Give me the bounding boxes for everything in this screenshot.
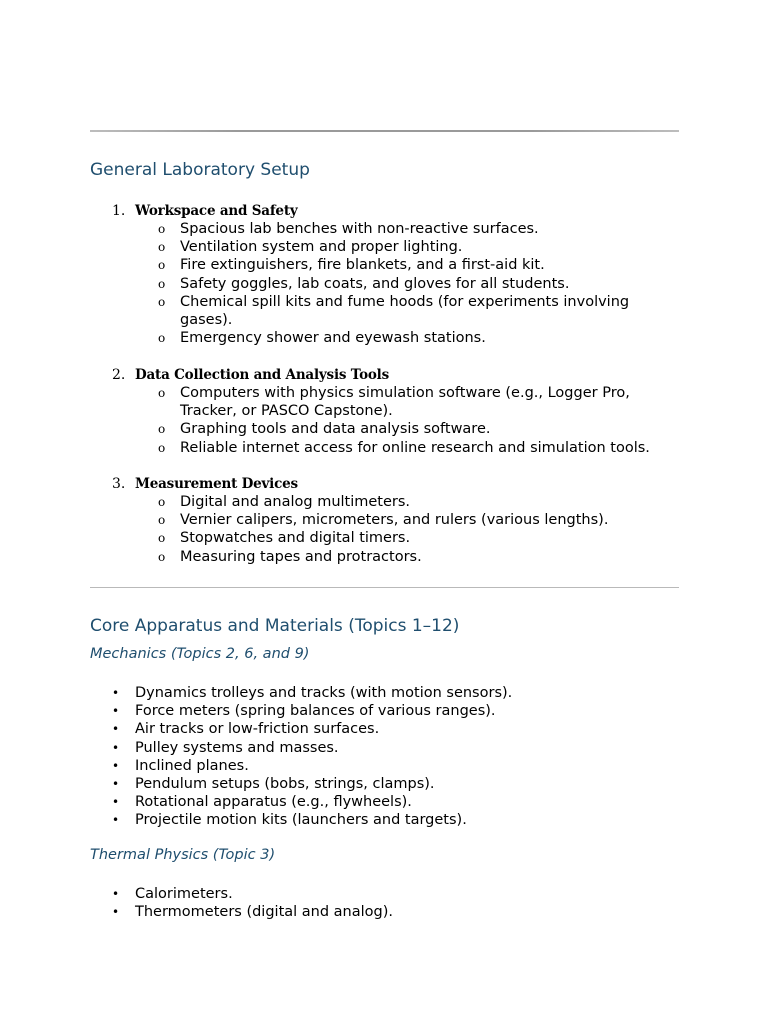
circle-bullet-icon: o xyxy=(158,386,166,400)
circle-bullet-icon: o xyxy=(158,440,166,455)
heading-thermal-physics: Thermal Physics (Topic 3) xyxy=(90,847,276,863)
list-item: o Measuring tapes and protractors. xyxy=(158,548,422,565)
list-item: o Reliable internet access for online research and simulation tools. xyxy=(158,439,650,456)
list-item: o Emergency shower and eyewash stations. xyxy=(158,330,486,347)
mechanics-list xyxy=(90,684,679,830)
list-item: o Spacious lab benches with non-reactive surfaces. xyxy=(158,221,539,237)
sub-list xyxy=(90,384,679,457)
circle-bullet-icon: o xyxy=(158,294,166,309)
list-number: 3. xyxy=(112,476,126,492)
list-item: o Safety goggles, lab coats, and gloves for all students. xyxy=(158,275,570,292)
circle-bullet-icon: o xyxy=(158,422,166,437)
sub-list xyxy=(90,493,679,566)
list-item: • Rotational apparatus (e.g., flywheels). xyxy=(112,794,412,811)
circle-bullet-icon: o xyxy=(158,240,166,255)
list-item: • Pulley systems and masses. xyxy=(112,739,339,756)
list-item: o Computers with physics simulation software (e.g., Logger Pro, Tracker, or PASCO Capstone). xyxy=(158,385,630,420)
circle-bullet-icon: o xyxy=(158,495,166,509)
list-item: o Graphing tools and data analysis software. xyxy=(158,421,491,438)
list-item-title: Workspace and Safety xyxy=(135,203,298,219)
list-item: • Dynamics trolleys and tracks (with motion sensors). xyxy=(112,685,513,701)
circle-bullet-icon: o xyxy=(158,531,166,546)
list-number: 2. xyxy=(112,367,126,383)
list-item: • Projectile motion kits (launchers and targets). xyxy=(112,812,467,829)
list-item: o Ventilation system and proper lighting. xyxy=(158,239,463,256)
list-item: o Fire extinguishers, fire blankets, and a first-aid kit. xyxy=(158,257,545,274)
heading-general-laboratory-setup: General Laboratory Setup xyxy=(90,160,310,180)
bullet-icon: • xyxy=(112,686,120,700)
bullet-icon: • xyxy=(112,722,120,737)
list-item: • Pendulum setups (bobs, strings, clamps). xyxy=(112,776,435,793)
heading-core-apparatus: Core Apparatus and Materials (Topics 1–12) xyxy=(90,616,460,636)
bullet-icon: • xyxy=(112,887,120,901)
bullet-icon: • xyxy=(112,813,120,828)
bullet-icon: • xyxy=(112,905,120,920)
circle-bullet-icon: o xyxy=(158,513,166,528)
circle-bullet-icon: o xyxy=(158,258,166,273)
list-item: o Chemical spill kits and fume hoods (for experiments involving gases). xyxy=(158,293,630,329)
thermal-list xyxy=(90,885,679,921)
heading-mechanics: Mechanics (Topics 2, 6, and 9) xyxy=(90,646,310,662)
list-item: • Force meters (spring balances of various ranges). xyxy=(112,703,496,720)
list-item: o Digital and analog multimeters. xyxy=(158,494,411,510)
circle-bullet-icon: o xyxy=(158,549,166,564)
list-item: o Stopwatches and digital timers. xyxy=(158,530,411,547)
list-item: • Air tracks or low-friction surfaces. xyxy=(112,721,380,738)
sub-list xyxy=(90,220,679,347)
bullet-icon: • xyxy=(112,740,120,755)
horizontal-rule-middle xyxy=(90,587,679,588)
list-item-title: Measurement Devices xyxy=(135,476,298,492)
circle-bullet-icon: o xyxy=(158,331,166,346)
bullet-icon: • xyxy=(112,758,120,773)
list-item: • Inclined planes. xyxy=(112,757,249,774)
list-item: • Calorimeters. xyxy=(112,886,233,902)
bullet-icon: • xyxy=(112,777,120,792)
circle-bullet-icon: o xyxy=(158,222,166,236)
circle-bullet-icon: o xyxy=(158,276,166,291)
list-number: 1. xyxy=(112,203,126,219)
list-item: • Thermometers (digital and analog). xyxy=(112,904,393,921)
bullet-icon: • xyxy=(112,704,120,719)
list-item-title: Data Collection and Analysis Tools xyxy=(135,367,390,383)
horizontal-rule-top xyxy=(90,130,679,132)
bullet-icon: • xyxy=(112,795,120,810)
list-item: o Vernier calipers, micrometers, and rulers (various lengths). xyxy=(158,512,609,529)
